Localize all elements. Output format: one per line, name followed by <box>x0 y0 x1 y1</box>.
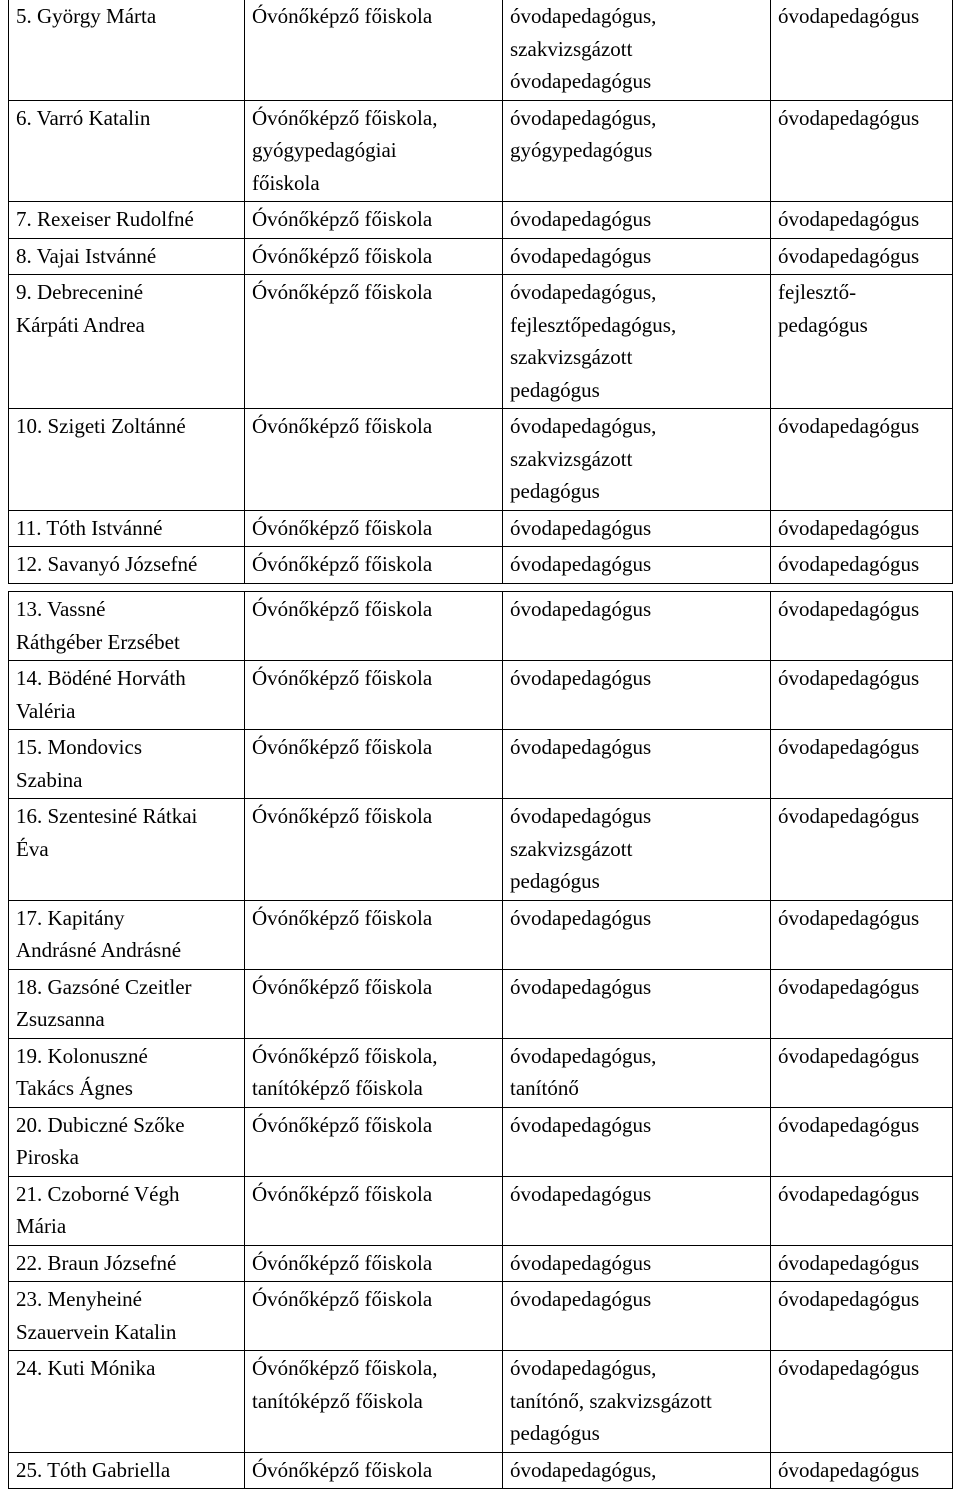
qualification-cell: óvodapedagógus, fejlesztőpedagógus, szakvizsgázott pedagógus <box>503 275 771 409</box>
qualification-cell: óvodapedagógus, szakvizsgázott pedagógus <box>503 409 771 511</box>
table-row <box>9 1282 953 1351</box>
qualification-cell: óvodapedagógus <box>503 547 771 584</box>
qualification-cell: óvodapedagógus <box>503 202 771 239</box>
position-cell: óvodapedagógus <box>771 1176 953 1245</box>
position-cell: óvodapedagógus <box>771 100 953 202</box>
staff-name-cell: 6. Varró Katalin <box>9 100 245 202</box>
position-cell: óvodapedagógus <box>771 900 953 969</box>
qualification-cell: óvodapedagógus <box>503 1282 771 1351</box>
position-cell: óvodapedagógus <box>771 409 953 511</box>
staff-name-cell: 17. Kapitány Andrásné Andrásné <box>9 900 245 969</box>
qualification-cell: óvodapedagógus, gyógypedagógus <box>503 100 771 202</box>
staff-table-upper <box>8 0 953 584</box>
table-row <box>9 900 953 969</box>
table-row <box>9 202 953 239</box>
position-cell: fejlesztő- pedagógus <box>771 275 953 409</box>
position-cell: óvodapedagógus <box>771 1245 953 1282</box>
staff-name-cell: 18. Gazsóné Czeitler Zsuzsanna <box>9 969 245 1038</box>
qualification-cell: óvodapedagógus, tanítónő, szakvizsgázott pedagógus <box>503 1351 771 1453</box>
staff-name-cell: 25. Tóth Gabriella <box>9 1452 245 1489</box>
staff-name-cell: 7. Rexeiser Rudolfné <box>9 202 245 239</box>
staff-name-cell: 19. Kolonuszné Takács Ágnes <box>9 1038 245 1107</box>
school-cell: Óvónőképző főiskola <box>245 900 503 969</box>
school-cell: Óvónőképző főiskola <box>245 238 503 275</box>
staff-name-cell: 5. György Márta <box>9 0 245 100</box>
table-row <box>9 661 953 730</box>
school-cell: Óvónőképző főiskola <box>245 1245 503 1282</box>
position-cell: óvodapedagógus <box>771 510 953 547</box>
qualification-cell: óvodapedagógus <box>503 592 771 661</box>
school-cell: Óvónőképző főiskola <box>245 0 503 100</box>
qualification-cell: óvodapedagógus <box>503 730 771 799</box>
table-row <box>9 0 953 100</box>
school-cell: Óvónőképző főiskola, gyógypedagógiai főiskola <box>245 100 503 202</box>
qualification-cell: óvodapedagógus, <box>503 1452 771 1489</box>
position-cell: óvodapedagógus <box>771 547 953 584</box>
position-cell: óvodapedagógus <box>771 661 953 730</box>
table-row <box>9 592 953 661</box>
position-cell: óvodapedagógus <box>771 1452 953 1489</box>
staff-name-cell: 16. Szentesiné Rátkai Éva <box>9 799 245 901</box>
position-cell: óvodapedagógus <box>771 238 953 275</box>
staff-name-cell: 24. Kuti Mónika <box>9 1351 245 1453</box>
staff-name-cell: 9. Debreceniné Kárpáti Andrea <box>9 275 245 409</box>
table-row <box>9 730 953 799</box>
table-row <box>9 969 953 1038</box>
staff-table-lower <box>8 591 953 1489</box>
qualification-cell: óvodapedagógus, tanítónő <box>503 1038 771 1107</box>
position-cell: óvodapedagógus <box>771 969 953 1038</box>
school-cell: Óvónőképző főiskola <box>245 275 503 409</box>
table-row <box>9 100 953 202</box>
qualification-cell: óvodapedagógus <box>503 1107 771 1176</box>
table-row <box>9 1176 953 1245</box>
position-cell: óvodapedagógus <box>771 799 953 901</box>
position-cell: óvodapedagógus <box>771 1038 953 1107</box>
table-row <box>9 1245 953 1282</box>
position-cell: óvodapedagógus <box>771 1282 953 1351</box>
position-cell: óvodapedagógus <box>771 592 953 661</box>
qualification-cell: óvodapedagógus <box>503 900 771 969</box>
table-row <box>9 1107 953 1176</box>
staff-name-cell: 15. Mondovics Szabina <box>9 730 245 799</box>
table-row <box>9 1351 953 1453</box>
school-cell: Óvónőképző főiskola <box>245 969 503 1038</box>
table-row <box>9 1452 953 1489</box>
school-cell: Óvónőképző főiskola <box>245 547 503 584</box>
school-cell: Óvónőképző főiskola, tanítóképző főiskola <box>245 1038 503 1107</box>
qualification-cell: óvodapedagógus <box>503 1245 771 1282</box>
school-cell: Óvónőképző főiskola <box>245 1282 503 1351</box>
qualification-cell: óvodapedagógus <box>503 969 771 1038</box>
table-row <box>9 409 953 511</box>
school-cell: Óvónőképző főiskola <box>245 592 503 661</box>
staff-name-cell: 21. Czoborné Végh Mária <box>9 1176 245 1245</box>
table-row <box>9 275 953 409</box>
school-cell: Óvónőképző főiskola <box>245 409 503 511</box>
school-cell: Óvónőképző főiskola <box>245 1452 503 1489</box>
position-cell: óvodapedagógus <box>771 1107 953 1176</box>
staff-name-cell: 20. Dubiczné Szőke Piroska <box>9 1107 245 1176</box>
school-cell: Óvónőképző főiskola <box>245 661 503 730</box>
staff-name-cell: 11. Tóth Istvánné <box>9 510 245 547</box>
qualification-cell: óvodapedagógus <box>503 238 771 275</box>
staff-name-cell: 13. Vassné Ráthgéber Erzsébet <box>9 592 245 661</box>
qualification-cell: óvodapedagógus <box>503 661 771 730</box>
qualification-cell: óvodapedagógus <box>503 510 771 547</box>
school-cell: Óvónőképző főiskola <box>245 202 503 239</box>
staff-name-cell: 23. Menyheiné Szauervein Katalin <box>9 1282 245 1351</box>
staff-name-cell: 22. Braun Józsefné <box>9 1245 245 1282</box>
position-cell: óvodapedagógus <box>771 0 953 100</box>
position-cell: óvodapedagógus <box>771 730 953 799</box>
table-row <box>9 799 953 901</box>
position-cell: óvodapedagógus <box>771 202 953 239</box>
school-cell: Óvónőképző főiskola <box>245 1176 503 1245</box>
qualification-cell: óvodapedagógus szakvizsgázott pedagógus <box>503 799 771 901</box>
table-row <box>9 1038 953 1107</box>
school-cell: Óvónőképző főiskola, tanítóképző főiskola <box>245 1351 503 1453</box>
qualification-cell: óvodapedagógus <box>503 1176 771 1245</box>
staff-name-cell: 12. Savanyó Józsefné <box>9 547 245 584</box>
school-cell: Óvónőképző főiskola <box>245 1107 503 1176</box>
school-cell: Óvónőképző főiskola <box>245 730 503 799</box>
qualification-cell: óvodapedagógus, szakvizsgázott óvodapedagógus <box>503 0 771 100</box>
staff-name-cell: 14. Bödéné Horváth Valéria <box>9 661 245 730</box>
staff-name-cell: 10. Szigeti Zoltánné <box>9 409 245 511</box>
position-cell: óvodapedagógus <box>771 1351 953 1453</box>
table-row <box>9 510 953 547</box>
table-row <box>9 238 953 275</box>
school-cell: Óvónőképző főiskola <box>245 799 503 901</box>
school-cell: Óvónőképző főiskola <box>245 510 503 547</box>
staff-name-cell: 8. Vajai Istvánné <box>9 238 245 275</box>
table-row <box>9 547 953 584</box>
